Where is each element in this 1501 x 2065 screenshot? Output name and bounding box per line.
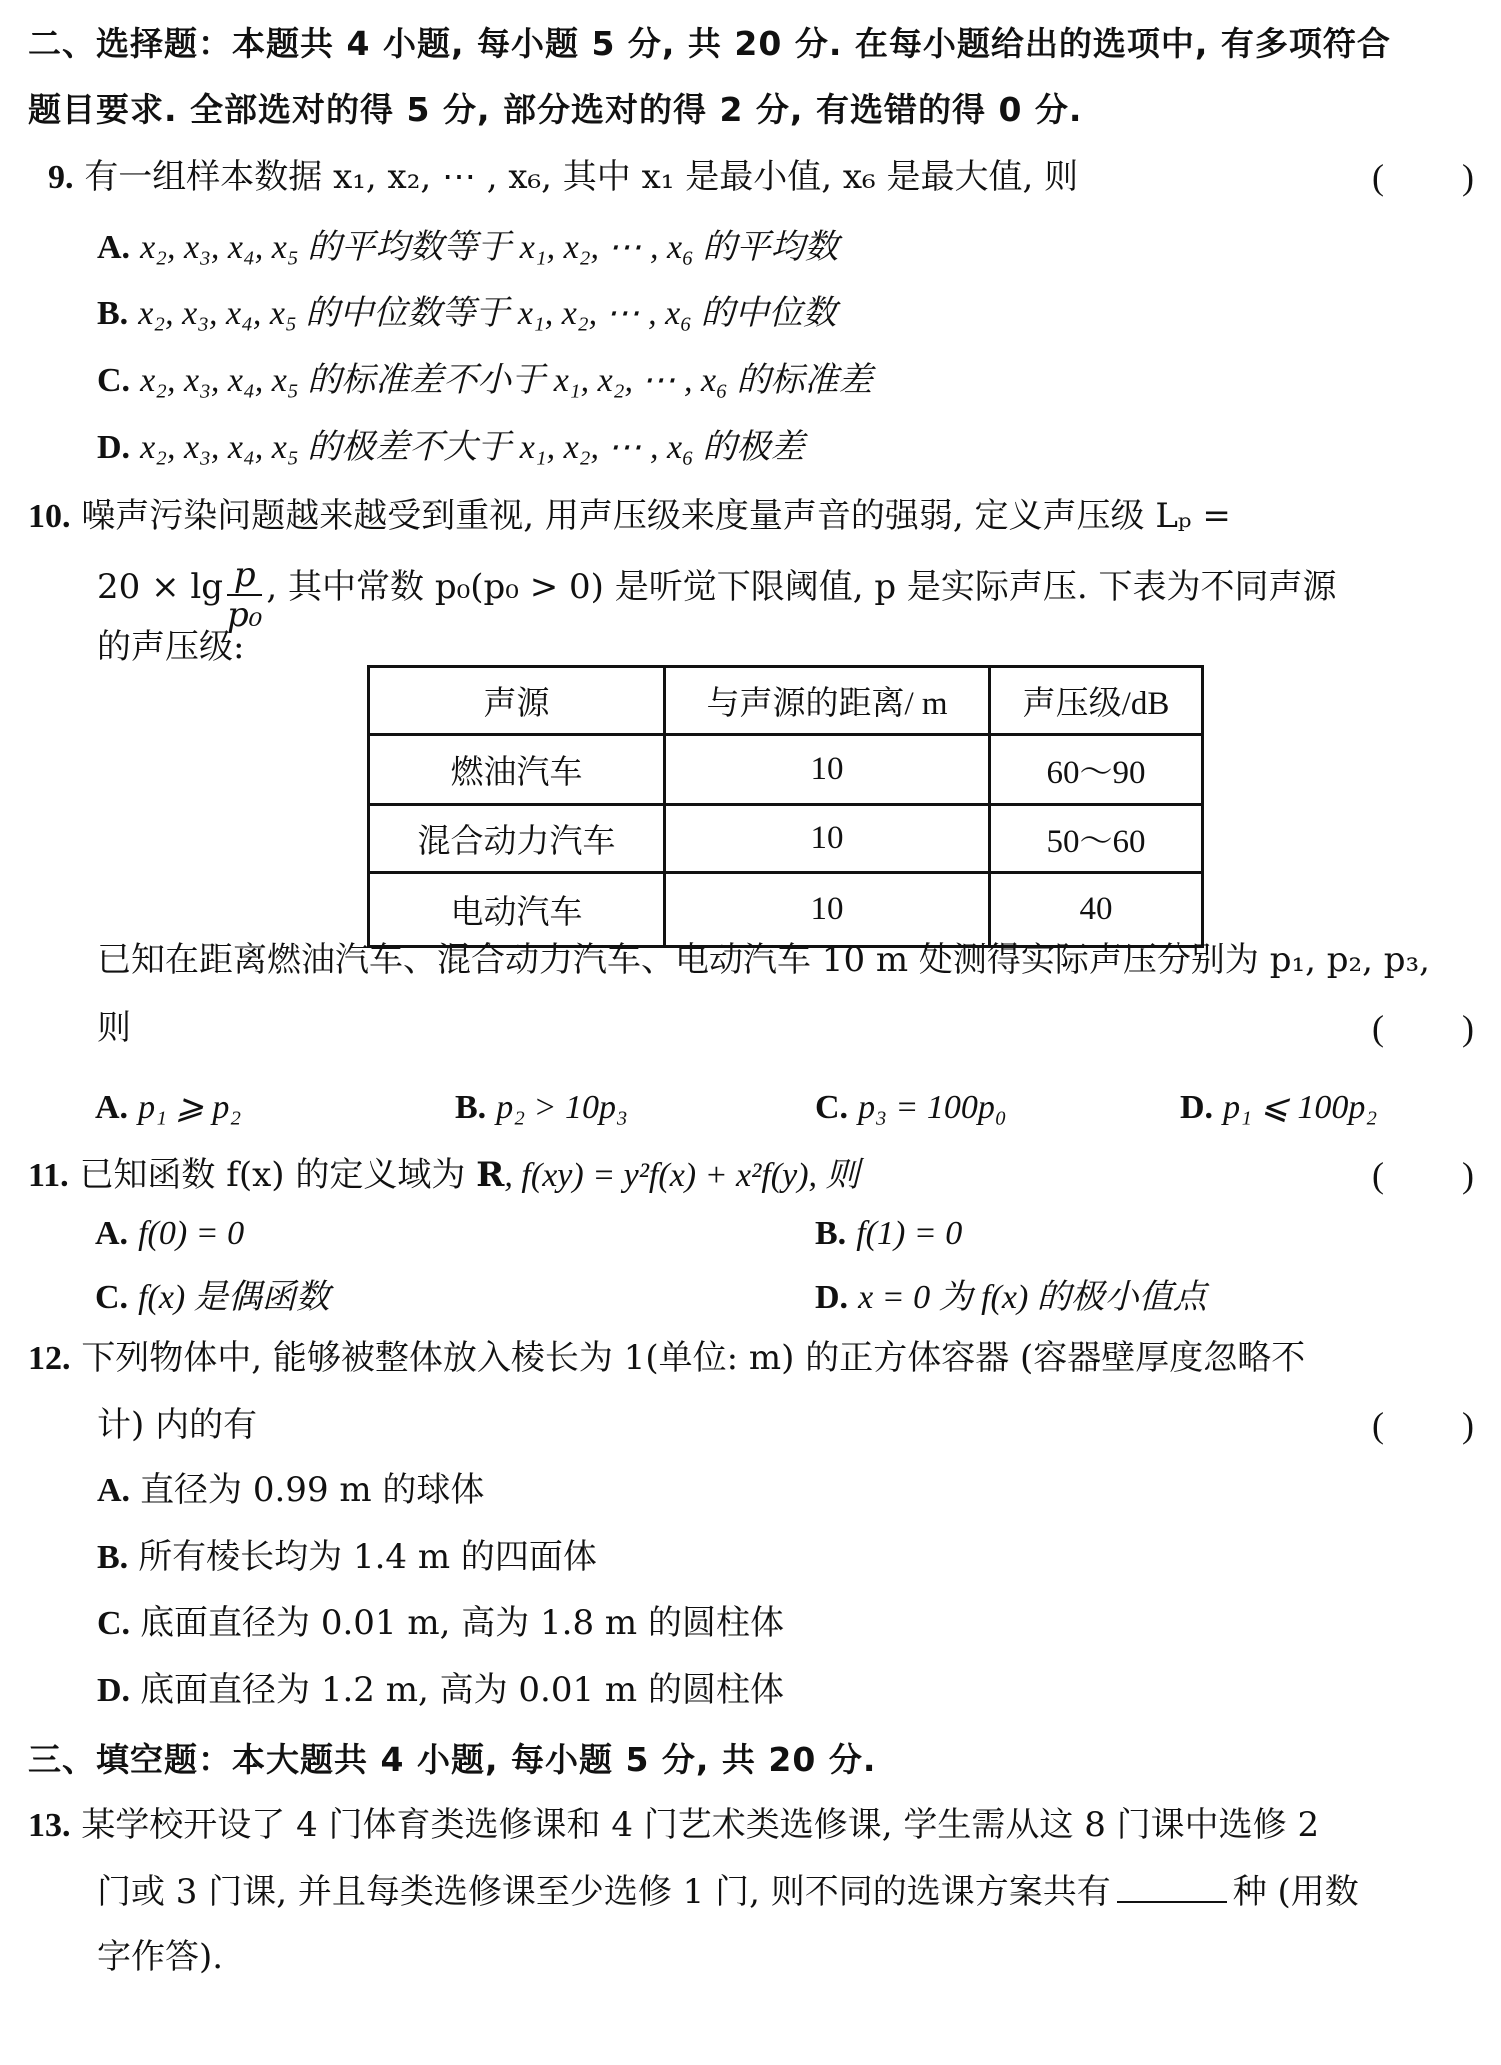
option-text: p₁ ⩽ 100p₂ bbox=[1223, 1089, 1378, 1126]
option-label: C. bbox=[97, 362, 131, 399]
option-label: D. bbox=[97, 429, 131, 466]
question-11-stem bbox=[28, 1153, 860, 1198]
q10-option-c bbox=[815, 1085, 1007, 1130]
option-text: p₃ = 100p₀ bbox=[858, 1089, 1007, 1126]
bracket-left: ( bbox=[1372, 1405, 1384, 1445]
option-label: A. bbox=[95, 1089, 129, 1126]
option-label: A. bbox=[97, 229, 131, 266]
option-text: f(1) = 0 bbox=[856, 1215, 963, 1252]
question-10-after-table-line-2: 则 bbox=[97, 1008, 131, 1048]
option-text: 所有棱长均为 1.4 m 的四面体 bbox=[138, 1537, 597, 1577]
option-label: D. bbox=[815, 1279, 849, 1316]
table-header: 与声源的距离/ m bbox=[665, 667, 990, 735]
table-cell: 10 bbox=[665, 735, 990, 805]
question-text: 有一组样本数据 x₁, x₂, ⋯ , x₆, 其中 x₁ 是最小值, x₆ 是最大值, 则 bbox=[84, 157, 1079, 197]
table-row bbox=[369, 873, 1203, 947]
option-label: C. bbox=[95, 1279, 129, 1316]
option-label: D. bbox=[1180, 1089, 1214, 1126]
table-row bbox=[369, 805, 1203, 873]
table-cell: 燃油汽车 bbox=[369, 735, 665, 805]
q12-option-b bbox=[97, 1535, 597, 1580]
q12-option-d bbox=[97, 1668, 784, 1713]
q10-option-d bbox=[1180, 1085, 1377, 1130]
option-label: B. bbox=[815, 1215, 847, 1252]
question-number: 13. bbox=[28, 1807, 71, 1844]
question-text: 噪声污染问题越来越受到重视, 用声压级来度量声音的强弱, 定义声压级 Lₚ = bbox=[81, 496, 1231, 536]
q9-option-c bbox=[97, 358, 872, 403]
option-text: 底面直径为 1.2 m, 高为 0.01 m 的圆柱体 bbox=[140, 1670, 784, 1710]
question-10-stem-line-2 bbox=[97, 552, 1337, 635]
table-cell: 60～90 bbox=[990, 735, 1203, 805]
table-header-row bbox=[369, 667, 1203, 735]
table-header: 声压级/dB bbox=[990, 667, 1203, 735]
option-text: x = 0 为 f(x) 的极小值点 bbox=[858, 1279, 1207, 1316]
table-row bbox=[369, 735, 1203, 805]
formula-prefix: 20 × lg bbox=[97, 567, 224, 607]
option-text: p₁ ⩾ p₂ bbox=[138, 1089, 242, 1126]
question-10-stem-line-1 bbox=[28, 494, 1231, 539]
q11-option-b bbox=[815, 1211, 962, 1256]
q11-option-d bbox=[815, 1275, 1207, 1320]
answer-blank[interactable] bbox=[1117, 1871, 1227, 1903]
question-13-line-2 bbox=[97, 1870, 1359, 1914]
table-cell: 40 bbox=[990, 873, 1203, 947]
question-10-stem-line-3: 的声压级: bbox=[97, 627, 245, 667]
option-text: 底面直径为 0.01 m, 高为 1.8 m 的圆柱体 bbox=[140, 1603, 784, 1643]
bracket-left: ( bbox=[1372, 157, 1384, 197]
question-text: 门或 3 门课, 并且每类选修课至少选修 1 门, 则不同的选课方案共有 bbox=[97, 1872, 1111, 1912]
bracket-right: ) bbox=[1462, 1008, 1474, 1048]
bracket-right: ) bbox=[1462, 1155, 1474, 1195]
question-text: 已知函数 f(x) 的定义域为 bbox=[79, 1155, 477, 1195]
question-text: , 其中常数 p₀(p₀ > 0) 是听觉下限阈值, p 是实际声压. 下表为不同声源 bbox=[266, 567, 1337, 607]
sound-level-table bbox=[367, 665, 1204, 948]
question-text: 种 (用数 bbox=[1232, 1872, 1359, 1912]
table-header: 声源 bbox=[369, 667, 665, 735]
table-cell: 50～60 bbox=[990, 805, 1203, 873]
q12-option-a bbox=[97, 1468, 484, 1513]
q9-option-b bbox=[97, 291, 837, 336]
option-label: B. bbox=[97, 1539, 129, 1576]
option-text: p₂ > 10p₃ bbox=[496, 1089, 628, 1126]
q11-option-a bbox=[95, 1211, 244, 1256]
fraction-denominator: p₀ bbox=[227, 595, 263, 635]
option-text: x₂, x₃, x₄, x₅ 的标准差不小于 x₁, x₂, ⋯ , x₆ 的标准差 bbox=[140, 362, 873, 399]
table-cell: 混合动力汽车 bbox=[369, 805, 665, 873]
table-cell: 10 bbox=[665, 805, 990, 873]
question-12-stem-line-1 bbox=[28, 1336, 1305, 1381]
question-13-line-3: 字作答). bbox=[97, 1937, 224, 1977]
section-2-heading-line-1: 二、选择题：本题共 4 小题, 每小题 5 分, 共 20 分. 在每小题给出的选项中, 有多项符合 bbox=[28, 24, 1391, 63]
bracket-right: ) bbox=[1462, 1405, 1474, 1445]
section-3-heading: 三、填空题：本大题共 4 小题, 每小题 5 分, 共 20 分. bbox=[28, 1740, 877, 1779]
option-text: x₂, x₃, x₄, x₅ 的平均数等于 x₁, x₂, ⋯ , x₆ 的平均数 bbox=[140, 229, 839, 266]
option-text: x₂, x₃, x₄, x₅ 的极差不大于 x₁, x₂, ⋯ , x₆ 的极差 bbox=[140, 429, 805, 466]
option-label: C. bbox=[815, 1089, 849, 1126]
option-label: B. bbox=[97, 295, 129, 332]
question-13-line-1 bbox=[28, 1803, 1319, 1848]
real-numbers-symbol: R bbox=[476, 1155, 505, 1195]
option-label: B. bbox=[455, 1089, 487, 1126]
option-label: A. bbox=[95, 1215, 129, 1252]
question-number: 9. bbox=[48, 159, 74, 196]
functional-equation: , f(xy) = y²f(x) + x²f(y), 则 bbox=[504, 1157, 860, 1194]
option-text: f(x) 是偶函数 bbox=[138, 1279, 330, 1316]
question-number: 10. bbox=[28, 498, 71, 535]
bracket-left: ( bbox=[1372, 1008, 1384, 1048]
q9-option-d bbox=[97, 425, 804, 470]
bracket-right: ) bbox=[1462, 157, 1474, 197]
option-label: D. bbox=[97, 1672, 131, 1709]
table-cell: 电动汽车 bbox=[369, 873, 665, 947]
option-label: C. bbox=[97, 1605, 131, 1642]
option-text: 直径为 0.99 m 的球体 bbox=[140, 1470, 485, 1510]
fraction-numerator: p bbox=[227, 558, 262, 596]
section-2-heading-line-2: 题目要求. 全部选对的得 5 分, 部分选对的得 2 分, 有选错的得 0 分. bbox=[28, 90, 1083, 129]
fraction-p-over-p0 bbox=[227, 555, 263, 635]
question-9-stem bbox=[48, 155, 1078, 200]
q11-option-c bbox=[95, 1275, 330, 1320]
q9-option-a bbox=[97, 225, 838, 270]
q10-option-a bbox=[95, 1085, 241, 1130]
question-12-stem-line-2: 计) 内的有 bbox=[97, 1405, 258, 1445]
table-cell: 10 bbox=[665, 873, 990, 947]
question-10-after-table-line-1: 已知在距离燃油汽车、混合动力汽车、电动汽车 10 m 处测得实际声压分别为 p₁, p₂, p₃, bbox=[97, 940, 1430, 980]
q12-option-c bbox=[97, 1601, 784, 1646]
bracket-left: ( bbox=[1372, 1155, 1384, 1195]
option-text: f(0) = 0 bbox=[138, 1215, 245, 1252]
q10-option-b bbox=[455, 1085, 628, 1130]
option-text: x₂, x₃, x₄, x₅ 的中位数等于 x₁, x₂, ⋯ , x₆ 的中位数 bbox=[138, 295, 837, 332]
option-label: A. bbox=[97, 1472, 131, 1509]
question-number: 12. bbox=[28, 1340, 71, 1377]
question-number: 11. bbox=[28, 1157, 69, 1194]
question-text: 下列物体中, 能够被整体放入棱长为 1(单位: m) 的正方体容器 (容器壁厚度忽略不 bbox=[81, 1338, 1306, 1378]
question-text: 某学校开设了 4 门体育类选修课和 4 门艺术类选修课, 学生需从这 8 门课中选修 2 bbox=[81, 1805, 1320, 1845]
